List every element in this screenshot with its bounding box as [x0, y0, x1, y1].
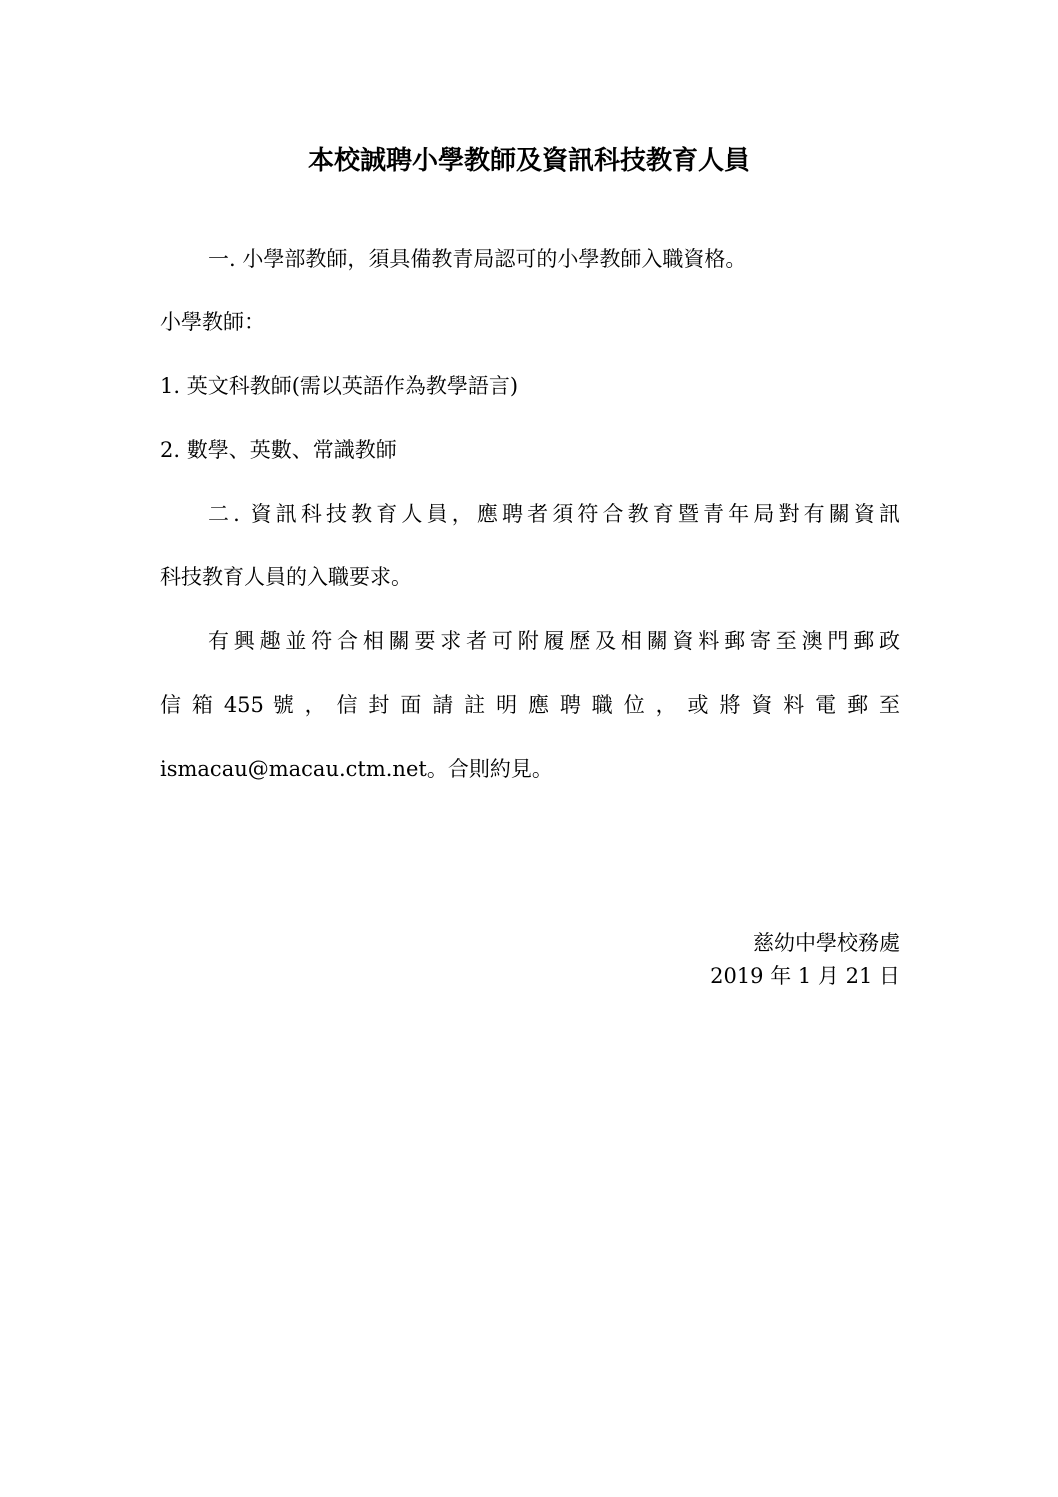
- application-line1: 有興趣並符合相關要求者可附履歷及相關資料郵寄至澳門郵政: [208, 629, 900, 653]
- section2-line2: 科技教育人員的入職要求。: [160, 565, 412, 589]
- section1-heading: 一. 小學部教師，須具備教青局認可的小學教師入職資格。: [208, 247, 747, 271]
- list-item: 1. 英文科教師(需以英語作為教學語言): [160, 374, 519, 398]
- signature-date: 2019 年 1 月 21 日: [710, 964, 900, 988]
- page-title: 本校誠聘小學教師及資訊科技教育人員: [307, 146, 750, 176]
- section1-subheading: 小學教師：: [160, 310, 265, 334]
- signature-office: 慈幼中學校務處: [753, 931, 900, 955]
- application-line2: 信 箱 455 號 ， 信 封 面 請 註 明 應 聘 職 位 ， 或 將 資 料 電 郵 至: [160, 693, 900, 717]
- section2-line1: 二. 資訊科技教育人員，應聘者須符合教育暨青年局對有關資訊: [208, 502, 900, 526]
- application-line3: ismacau@macau.ctm.net。合則約見。: [160, 757, 553, 781]
- list-item: 2. 數學、英數、常識教師: [160, 438, 397, 462]
